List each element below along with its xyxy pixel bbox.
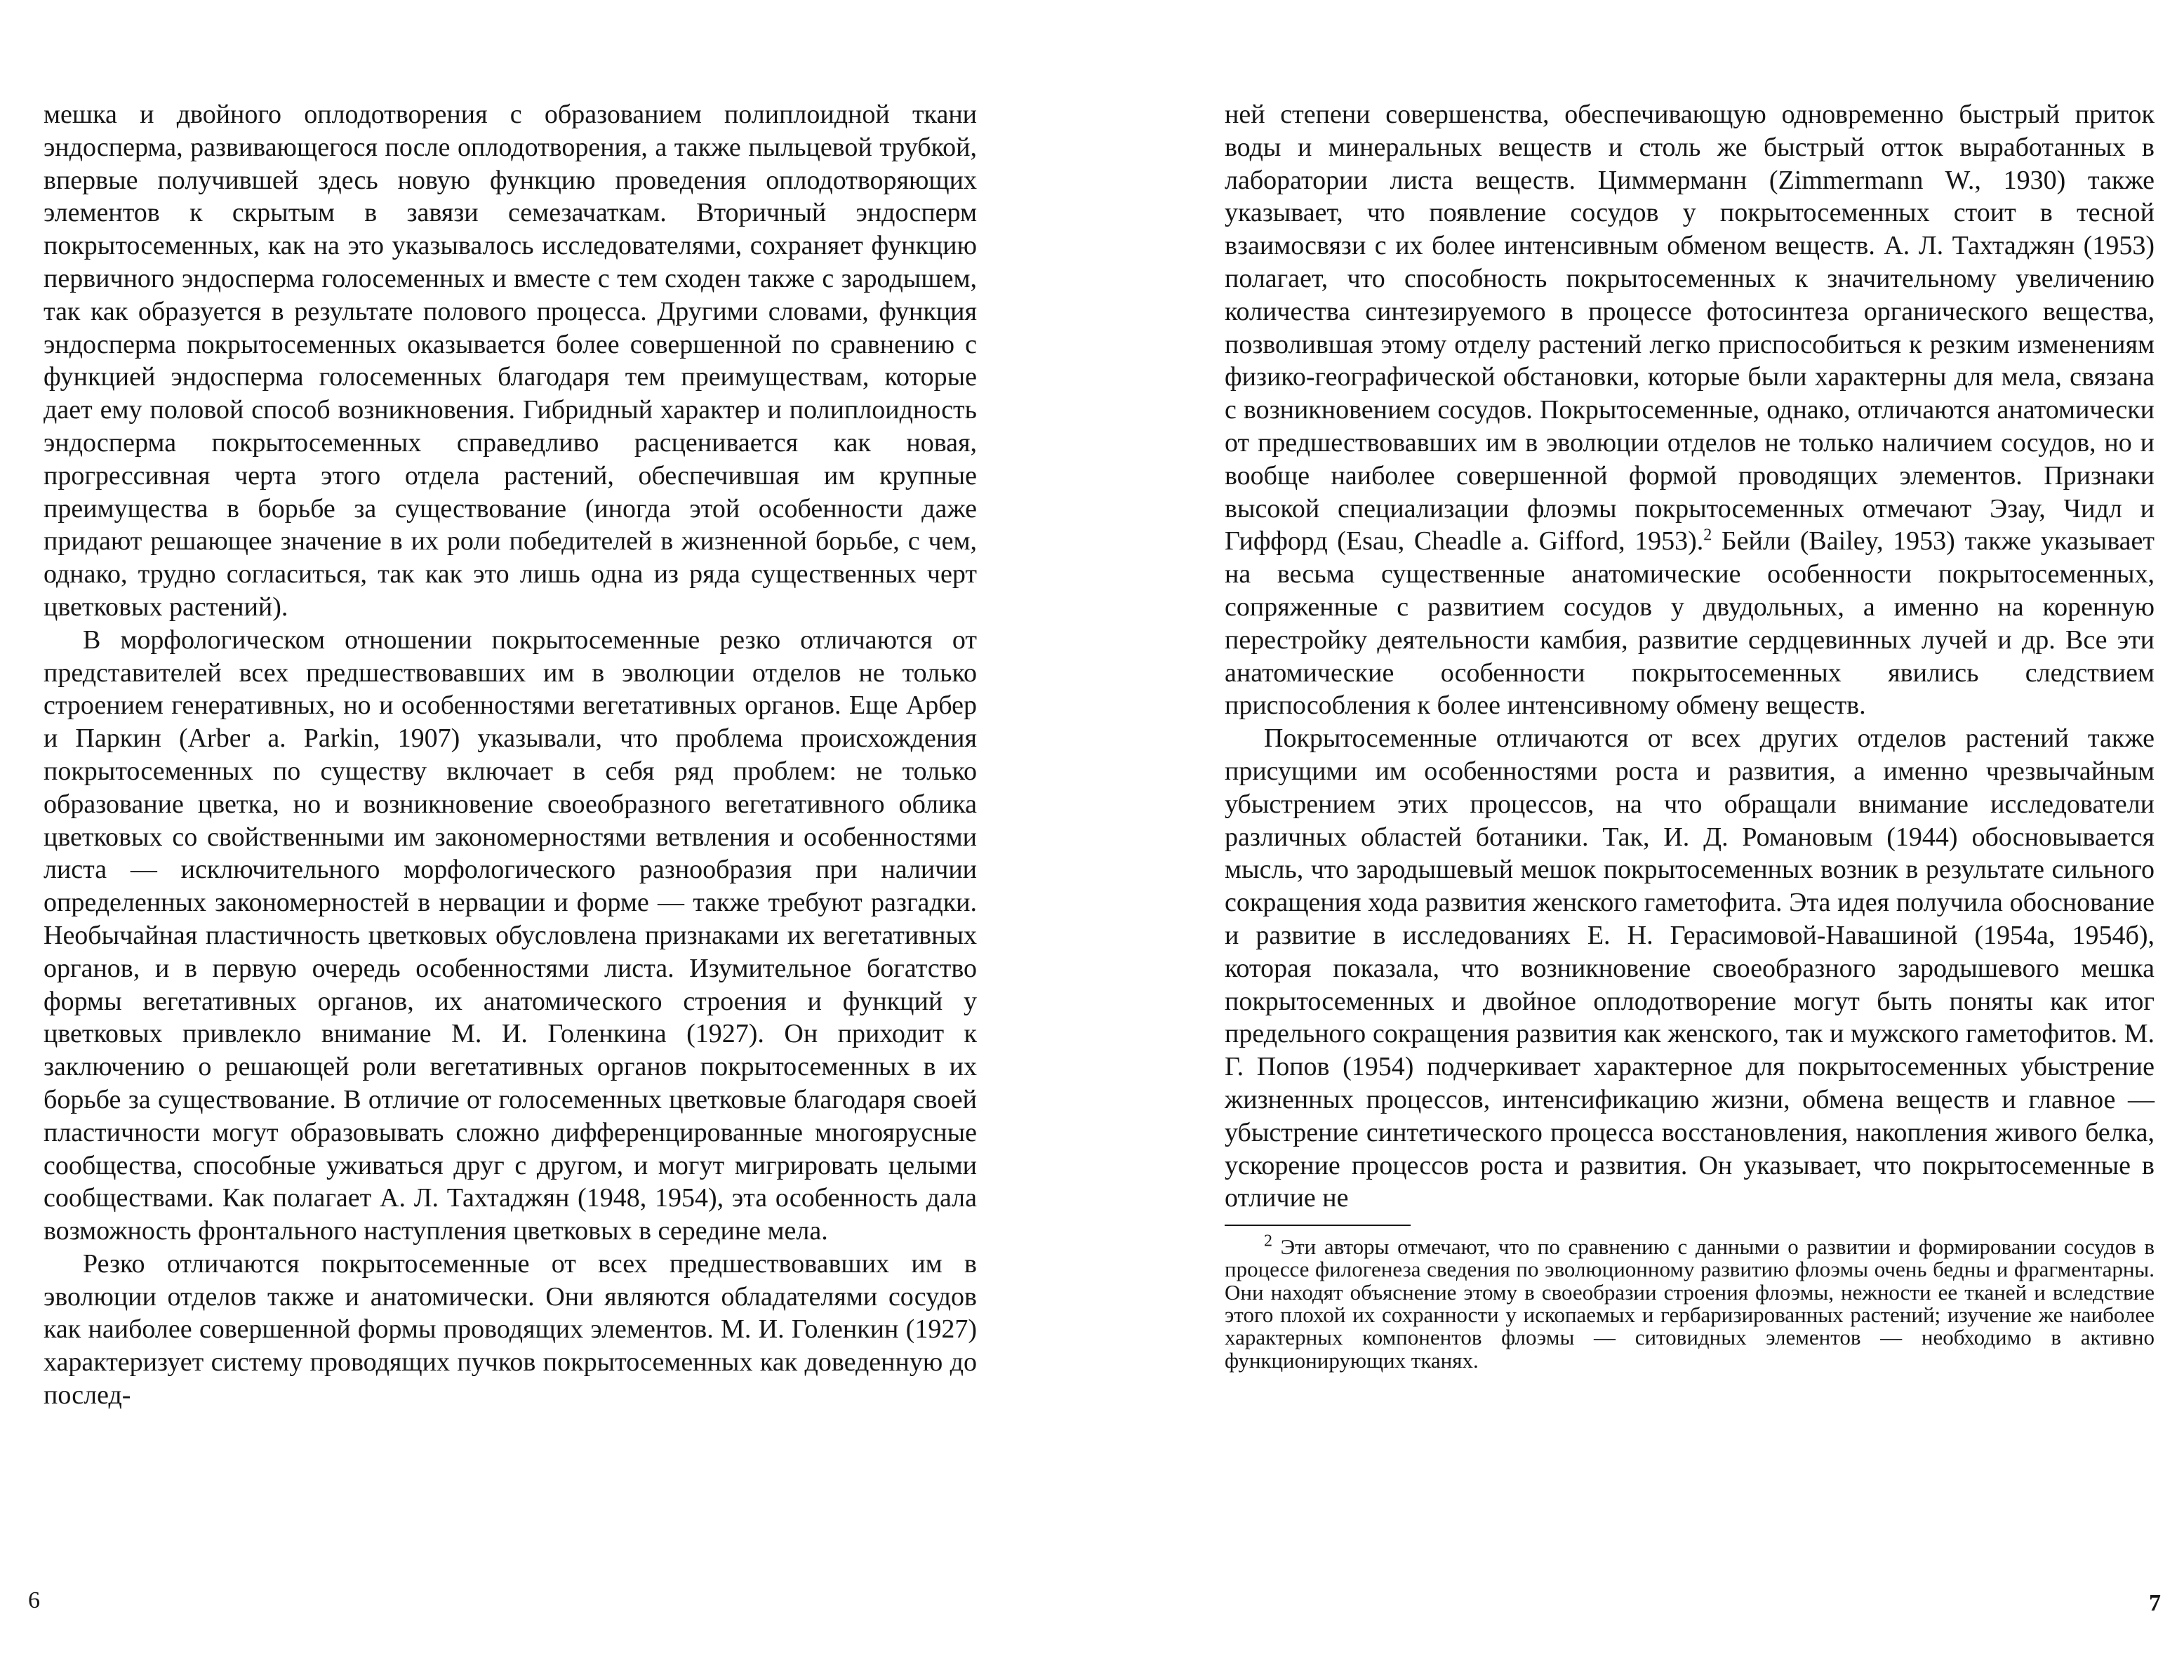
right-paragraph-1-part-b: Бейли (Bailey, 1953) также указывает на весьма существенные анатомические особенности покрытосеменных, сопряженные с развитием сосудов у двудольных, а именно на коренную перестройку деятельности камбия, развитие сердцевинных лучей и др. Все эти анатомические особенности покрытосеменных явились следствием приспособления к более интенсивному обмену веществ. <box>1225 526 2155 721</box>
left-paragraph-3: Резко отличаются покрытосеменные от всех предшествовавших им в эволюции отделов также и анатомически. Они являются обладателями сосудов как наиболее совершенной формы проводящих элементов. М. И. Голенкин (1927) характеризует систему проводящих пучков покрытосеменных как доведенную до послед- <box>44 1248 977 1411</box>
left-page <box>44 98 977 1412</box>
right-page <box>1225 98 2155 1372</box>
footnote-paragraph <box>1225 1232 2155 1373</box>
footnote-marker: 2 <box>1264 1232 1272 1251</box>
right-paragraph-1 <box>1225 98 2155 722</box>
left-paragraph-1: мешка и двойного оплодотворения с образованием полиплоидной ткани эндосперма, развивающегося после оплодотворения, а также пыльцевой трубкой, впервые получившей здесь новую функцию проведения оплодотворяющих элементов к скрытым в завязи семезачаткам. Вторичный эндосперм покрытосеменных, как на это указывалось исследователями, сохраняет функцию первичного эндосперма голосеменных и вместе с тем сходен также с зародышем, так как образуется в результате полового процесса. Другими словами, функция эндосперма покрытосеменных оказывается более совершенной по сравнению с функцией эндосперма голосеменных благодаря тем преимуществам, которые дает ему половой способ возникновения. Гибридный характер и полиплоидность эндосперма покрытосеменных справедливо расценивается как новая, прогрессивная черта этого отдела растений, обеспечившая им крупные преимущества в борьбе за существование (иногда этой особенности даже придают решающее значение в их роли победителей в жизненной борьбе, с чем, однако, трудно согласиться, так как это лишь одна из ряда существенных черт цветковых растений). <box>44 100 977 622</box>
footnote-text: Эти авторы отмечают, что по сравнению с данными о развитии и формировании сосудов в процессе филогенеза сведения по эволюционному развитию флоэмы очень бедны и фрагментарны. Они находят объяснение этому в своеобразии строения флоэмы, нежности ее тканей и вследствие этого плохой их сохранности у ископаемых и гербаризированных растений; изучение же наиболее характерных компонентов флоэмы — ситовидных элементов — необходимо в активно функционирующих тканях. <box>1225 1234 2155 1373</box>
left-page-number: 6 <box>28 1587 40 1613</box>
footnote-reference: 2 <box>1703 526 1712 545</box>
left-paragraph-2: В морфологическом отношении покрытосеменные резко отличаются от представителей всех предшествовавших им в эволюции отделов не только строением генеративных, но и особенностями вегетативных органов. Еще Арбер и Паркин (Arber a. Parkin, 1907) указывали, что проблема происхождения покрытосеменных по существу включает в себя ряд проблем: не только образование цветка, но и возникновение своеобразного вегетативного облика цветковых со свойственными им закономерностями ветвления и особенностями листа — исключительного морфологического разнообразия при наличии определенных закономерностей в нервации и форме — также требуют разгадки. Необычайная пластичность цветковых обусловлена признаками их вегетативных органов, и в первую очередь особенностями листа. Изумительное богатство формы вегетативных органов, их анатомического строения и функций у цветковых привлекло внимание М. И. Голенкина (1927). Он приходит к заключению о решающей роли вегетативных органов покрытосеменных в их борьбе за существование. В отличие от голосеменных цветковые благодаря своей пластичности могут образовывать сложно дифференцированные многоярусные сообщества, способные уживаться друг с другом, и могут мигрировать целыми сообществами. Как полагает А. Л. Тахтаджян (1948, 1954), эта особенность дала возможность фронтального наступления цветковых в середине мела. <box>44 625 977 1246</box>
left-page-text <box>44 98 977 1412</box>
right-paragraph-2: Покрытосеменные отличаются от всех других отделов растений также присущими им особенностями роста и развития, а именно чрезвычайным убыстрением этих процессов, на что обращали внимание исследователи различных областей ботаники. Так, И. Д. Романовым (1944) обосновывается мысль, что зародышевый мешок покрытосеменных возник в результате сильного сокращения хода развития женского гаметофита. Эта идея получила обоснование и развитие в исследованиях Е. Н. Герасимовой-Навашиной (1954а, 1954б), которая показала, что возникновение своеобразного зародышевого мешка покрытосеменных и двойное оплодотворение могут быть поняты как итог предельного сокращения развития как женского, так и мужского гаметофитов. М. Г. Попов (1954) подчеркивает характерное для покрытосеменных убыстрение жизненных процессов, интенсификацию жизни, обмена веществ и главное — убыстрение синтетического процесса восстановления, накопления живого белка, ускорение процессов роста и развития. Он указывает, что покрытосеменные в отличие не <box>1225 724 2155 1213</box>
footnote <box>1225 1232 2155 1373</box>
footnote-divider <box>1225 1225 1411 1226</box>
right-paragraph-1-part-a: ней степени совершенства, обеспечивающую одновременно быстрый приток воды и минеральных веществ и столь же быстрый отток выработанных в лаборатории листа веществ. Циммерманн (Zimmermann W., 1930) также указывает, что появление сосудов у покрытосеменных стоит в тесной взаимосвязи с их более интенсивным обменом веществ. А. Л. Тахтаджян (1953) полагает, что способность покрытосеменных к значительному увеличению количества синтезируемого в процессе фотосинтеза органического вещества, позволившая этому отделу растений легко приспособиться к резким изменениям физико-географической обстановки, которые были характерны для мела, связана с возникновением сосудов. Покрытосеменные, однако, отличаются анатомически от предшествовавших им в эволюции отделов не только наличием сосудов, но и вообще наиболее совершенной формой проводящих элементов. Признаки высокой специализации флоэмы покрытосеменных отмечают Эзау, Чидл и Гиффорд (Esau, Cheadle a. Gifford, 1953). <box>1225 100 2155 556</box>
right-page-number: 7 <box>2149 1590 2161 1616</box>
right-page-text <box>1225 98 2155 1215</box>
